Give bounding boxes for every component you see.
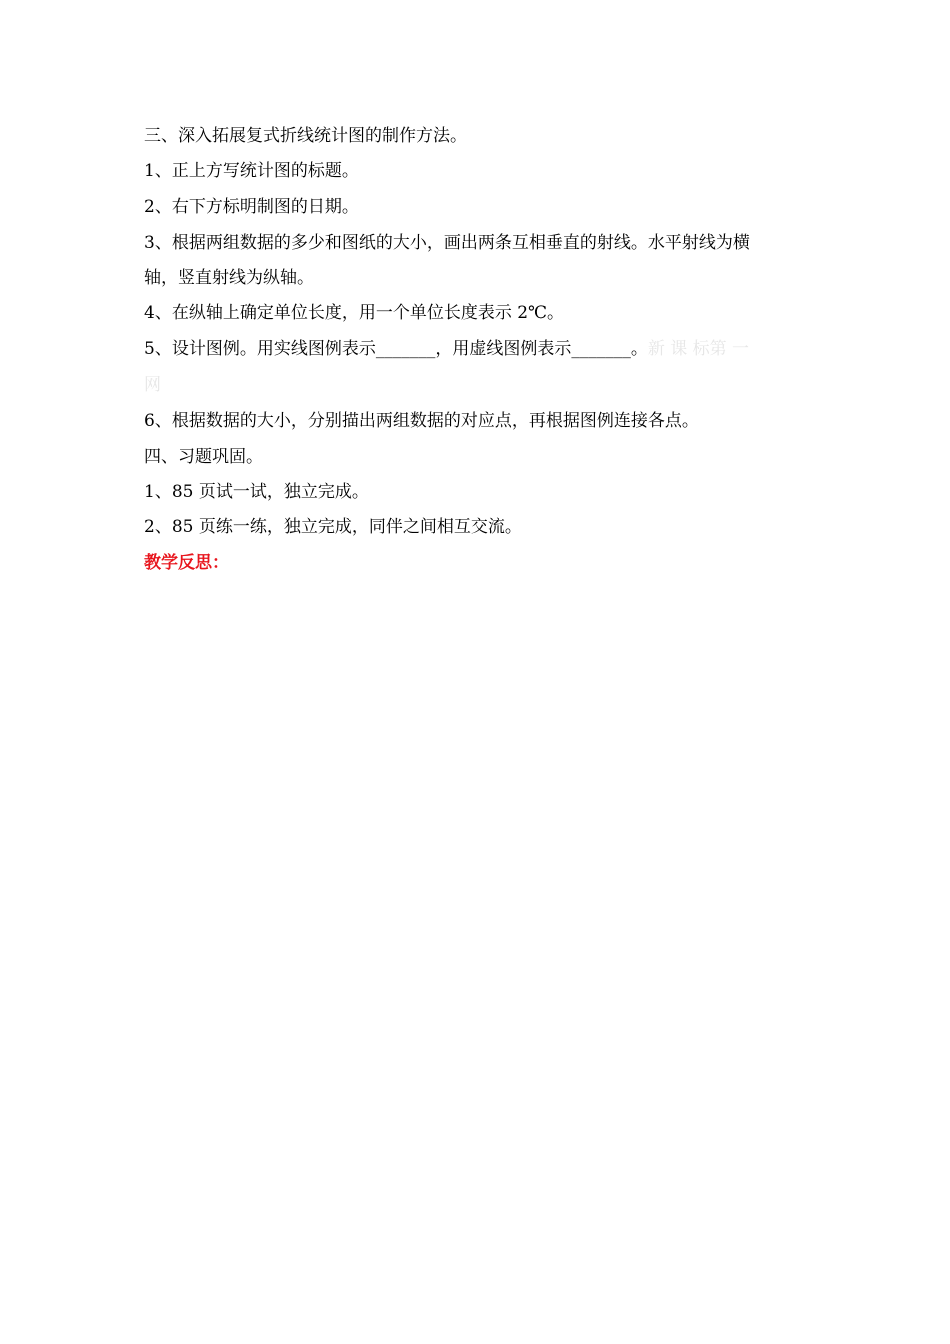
teaching-reflection-heading: 教学反思： (144, 553, 229, 573)
step-4-text: 4、在纵轴上确定单位长度，用一个单位长度表示 2℃。 (144, 303, 565, 323)
step-2-text: 2、右下方标明制图的日期。 (144, 197, 359, 217)
exercise-2-text: 2、85 页练一练，独立完成，同伴之间相互交流。 (144, 517, 522, 537)
section-4-title: 四、习题巩固。 (144, 447, 263, 467)
section-3-title: 三、深入拓展复式折线统计图的制作方法。 (144, 126, 467, 146)
step-1-text: 1、正上方写统计图的标题。 (144, 161, 359, 181)
step-3-text-line-2: 轴，竖直射线为纵轴。 (144, 268, 314, 288)
watermark-text-continued: 网 (144, 375, 161, 395)
step-5-text: 5、设计图例。用实线图例表示_______，用虚线图例表示_______。 (144, 339, 648, 359)
step-5-line (144, 338, 814, 360)
exercise-1-text: 1、85 页试一试，独立完成。 (144, 482, 369, 502)
watermark-text: 新 课 标第 一 (647, 339, 750, 359)
step-3-text-line-1: 3、根据两组数据的多少和图纸的大小，画出两条互相垂直的射线。水平射线为横 (144, 233, 750, 253)
step-6-text: 6、根据数据的大小，分别描出两组数据的对应点，再根据图例连接各点。 (144, 411, 699, 431)
